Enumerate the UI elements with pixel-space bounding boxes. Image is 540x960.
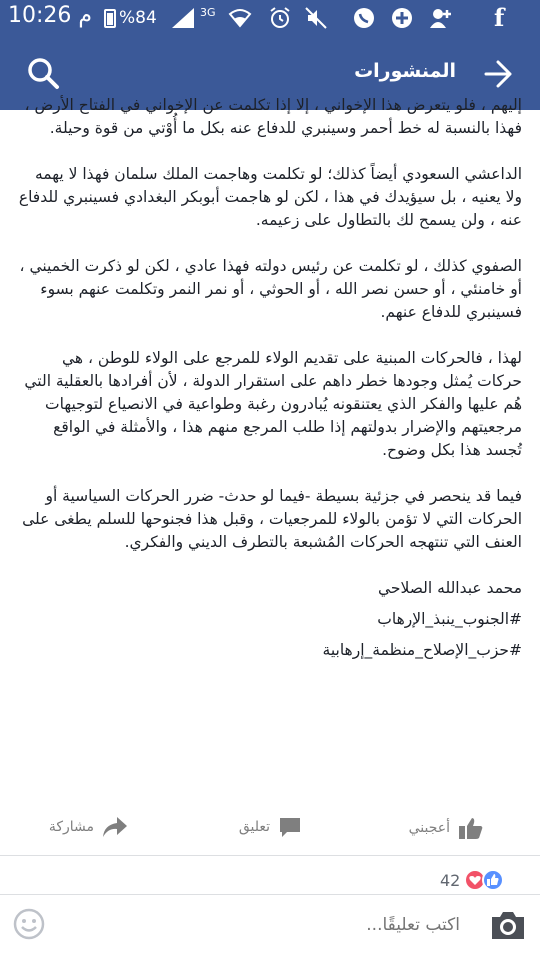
add-friend-icon	[428, 6, 452, 30]
post-paragraph: الداعشي السعودي أيضاً كذلك؛ لو تكلمت وهاجمت الملك سلمان فهذا لا يهمه ولا يعنيه ، بل سيؤيدك في هذا ، لكن لو هاجمت أبوبكر البغدادي فسينبري للدفاع عنه ، ولن يسمح لك بالتطاول على زعيمه.	[18, 165, 522, 229]
hashtag-link[interactable]: #حزب_الإصلاح_منظمة_إرهابية	[322, 641, 522, 659]
post-text	[16, 94, 522, 662]
post-paragraph: الصفوي كذلك ، لو تكلمت عن رئيس دولته فهذا عادي ، لكن لو ذكرت الخميني ، أو خامنئي ، أو حسن نصر الله ، أو الحوثي ، أو نمر النمر وتكلمت عنهم بسوء فسينبري للدفاع عنهم.	[19, 257, 522, 321]
share-icon	[102, 816, 128, 838]
comment-bar	[0, 894, 540, 960]
signal-icon	[172, 8, 194, 28]
search-icon[interactable]	[26, 56, 60, 90]
add-icon	[390, 6, 414, 30]
comment-icon	[278, 816, 302, 838]
share-button[interactable]	[49, 816, 128, 838]
alarm-icon	[268, 6, 292, 30]
post-paragraph: فيما قد ينحصر في جزئية بسيطة -فيما لو حدث- ضرر الحركات السياسية أو الحركات التي لا تؤمن بالولاء للمرجعيات ، وقبل هذا فجنوحها للسلم يطغى على العنف التي تنتهجه الحركات المُشبعة بالتطرف الديني والفكري.	[22, 487, 522, 551]
like-button[interactable]	[409, 816, 484, 840]
camera-icon[interactable]	[490, 909, 526, 941]
network-type: 3G	[200, 6, 216, 19]
mute-icon	[304, 6, 328, 30]
battery-indicator	[104, 8, 157, 28]
post-paragraph: إليهم ، فلو يتعرض هذا الإخواني ، إلا إذا تكلمت عن الإخواني في الفتاح الأرض ، فهذا بالنسبة له خط أحمر وسينبري للدفاع عنه بكل ما أُوْتي من قوة وحيلة.	[24, 96, 522, 137]
share-label: مشاركة	[48, 819, 94, 835]
battery-icon	[104, 9, 116, 28]
comment-input[interactable]	[80, 909, 460, 941]
comment-label: تعليق	[238, 819, 270, 835]
like-label: أعجبني	[408, 820, 450, 836]
post-author: محمد عبدالله الصلاحي	[377, 579, 522, 597]
post-paragraph: لهذا ، فالحركات المبنية على تقديم الولاء للمرجع على الولاء للوطن ، هي حركات يُمثل وجودها خطر داهم على استقرار الدولة ، لأن أفرادها بالعقلية التي هُم عليها والفكر الذي يعتنقونه يُبادرون رغبة وطواعية في الانصياع لتوجيهات مرجعيتهم والإضرار بدولتهم إذا طلب المرجع منهم هذا ، والأمثلة في الواقع تُجسد هذا بكل وضوح.	[24, 349, 522, 459]
page-title: المنشورات	[354, 60, 456, 82]
post-body	[0, 96, 540, 800]
status-time: 10:26 م	[8, 3, 93, 28]
hashtag-link[interactable]: #الجنوب_ينبذ_الإرهاب	[377, 610, 522, 628]
comment-button[interactable]	[239, 816, 302, 838]
like-reaction-icon	[482, 869, 504, 891]
arrow-back-icon[interactable]	[482, 58, 514, 90]
thumbs-up-icon	[458, 816, 484, 840]
post-actions	[0, 806, 540, 856]
wifi-icon	[228, 6, 252, 30]
status-bar	[0, 0, 540, 38]
reaction-count: 42	[440, 870, 461, 890]
reactions-summary[interactable]	[440, 866, 504, 894]
facebook-icon: f	[494, 3, 505, 32]
battery-percent: %84	[119, 8, 157, 28]
emoji-icon[interactable]	[12, 907, 46, 941]
whatsapp-icon	[352, 6, 376, 30]
